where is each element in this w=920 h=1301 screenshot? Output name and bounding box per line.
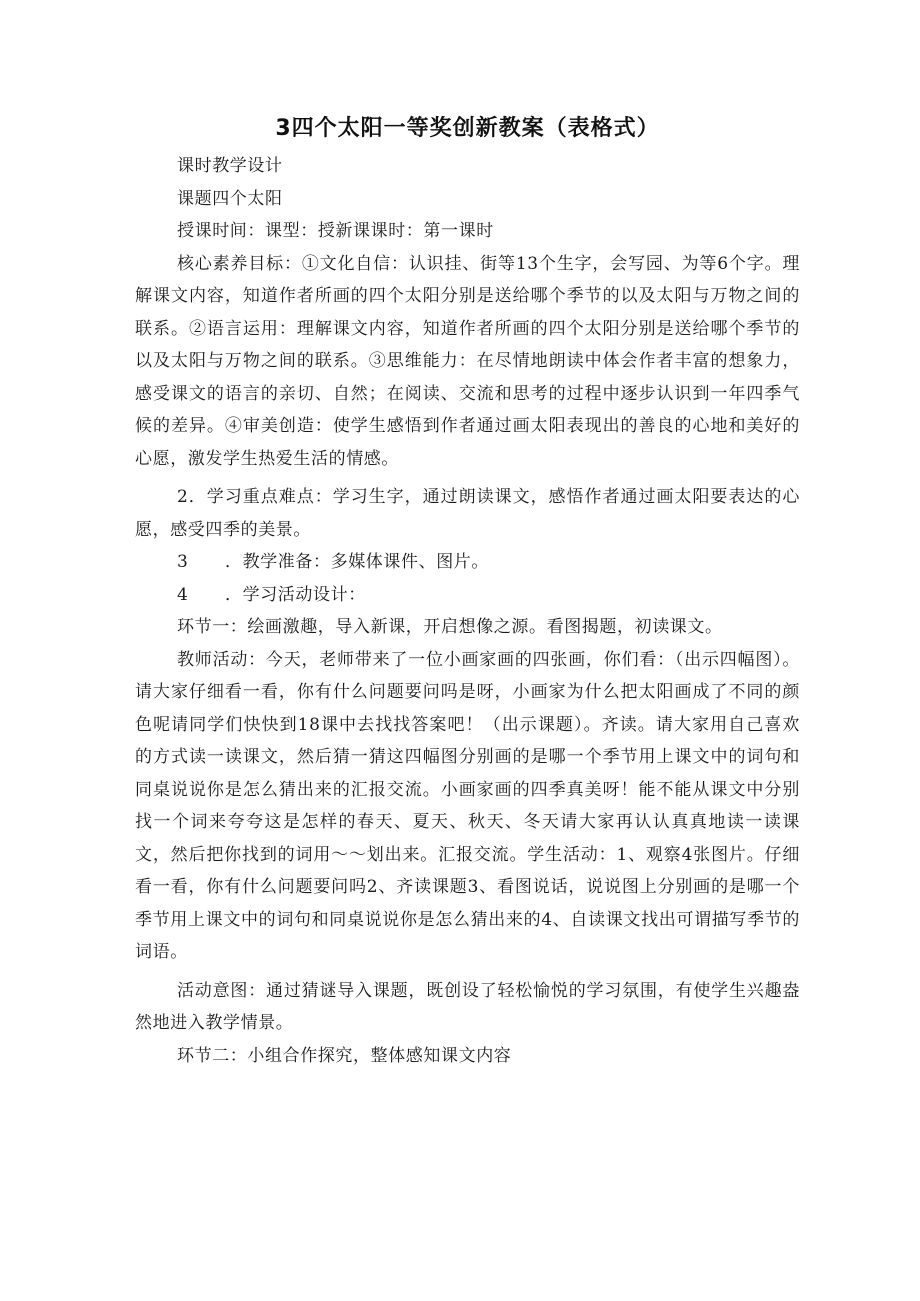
document-title: 3四个太阳一等奖创新教案（表格式） bbox=[275, 116, 660, 141]
step-two-heading: 环节二：小组合作探究，整体感知课文内容 bbox=[177, 1045, 512, 1066]
learning-activity-number: 4 bbox=[177, 584, 189, 605]
core-goals-paragraph: 核心素养目标：①文化自信：认识挂、街等13个生字，会写园、为等6个字。理解课文内容，知道作者所画的四个太阳分别是送给哪个季节的以及太阳与万物之间的联系。②语言运用：理解课文内容，知道作者所画的四个太阳分别是送给哪个季节的以及太阳与万物之间的联系。③思维能力：在尽情地朗读中体会作者丰富的想象力，感受课文的语言的亲切、自然；在阅读、交流和思考的过程中逐步认识到一年四季气候的差异。④审美创造：使学生感悟到作者通过画太阳表现出的善良的心地和美好的心愿，激发学生热爱生活的情感。 bbox=[135, 253, 800, 469]
lesson-topic-line: 课题四个太阳 bbox=[177, 188, 283, 209]
teacher-activity-paragraph: 教师活动：今天，老师带来了一位小画家画的四张画，你们看：（出示四幅图）。请大家仔细看一看，你有什么问题要问吗是呀，小画家为什么把太阳画成了不同的颜色呢请同学们快快到18课中去找找答案吧！（出示课题）。齐读。请大家用自己喜欢的方式读一读课文，然后猜一猜这四幅图分别画的是哪一个季节用上课文中的词句和同桌说说你是怎么猜出来的汇报交流。小画家画的四季真美呀！能不能从课文中分别找一个词来夸夸这是怎样的春天、夏天、秋天、冬天请大家再认认真真地读一读课文，然后把你找到的词用～～划出来。汇报交流。学生活动：1、观察4张图片。仔细看一看，你有什么问题要问吗2、齐读课题3、看图说话，说说图上分别画的是哪一个季节用上课文中的词句和同桌说说你是怎么猜出来的4、自读课文找出可谓描写季节的词语。 bbox=[135, 649, 800, 962]
teaching-prep-item bbox=[135, 546, 800, 579]
key-points-paragraph: 2．学习重点难点：学习生字，通过朗读课文，感悟作者通过画太阳要表达的心愿，感受四季的美景。 bbox=[135, 487, 800, 540]
step-one-heading: 环节一：绘画激趣，导入新课，开启想像之源。看图揭题，初读课文。 bbox=[177, 617, 723, 637]
document-page bbox=[135, 112, 800, 1072]
teaching-prep-text: ．教学准备：多媒体课件、图片。 bbox=[225, 552, 489, 572]
activity-intent-paragraph: 活动意图：通过猜谜导入课题，既创设了轻松愉悦的学习氛围，有使学生兴趣盎然地进入教学情景。 bbox=[135, 980, 800, 1033]
learning-activity-item bbox=[135, 579, 800, 612]
teaching-prep-number: 3 bbox=[177, 552, 189, 572]
learning-activity-text: ．学习活动设计： bbox=[225, 584, 366, 605]
lesson-info-line: 授课时间：课型：授新课课时：第一课时 bbox=[177, 221, 494, 241]
lesson-design-line: 课时教学设计 bbox=[177, 156, 283, 176]
